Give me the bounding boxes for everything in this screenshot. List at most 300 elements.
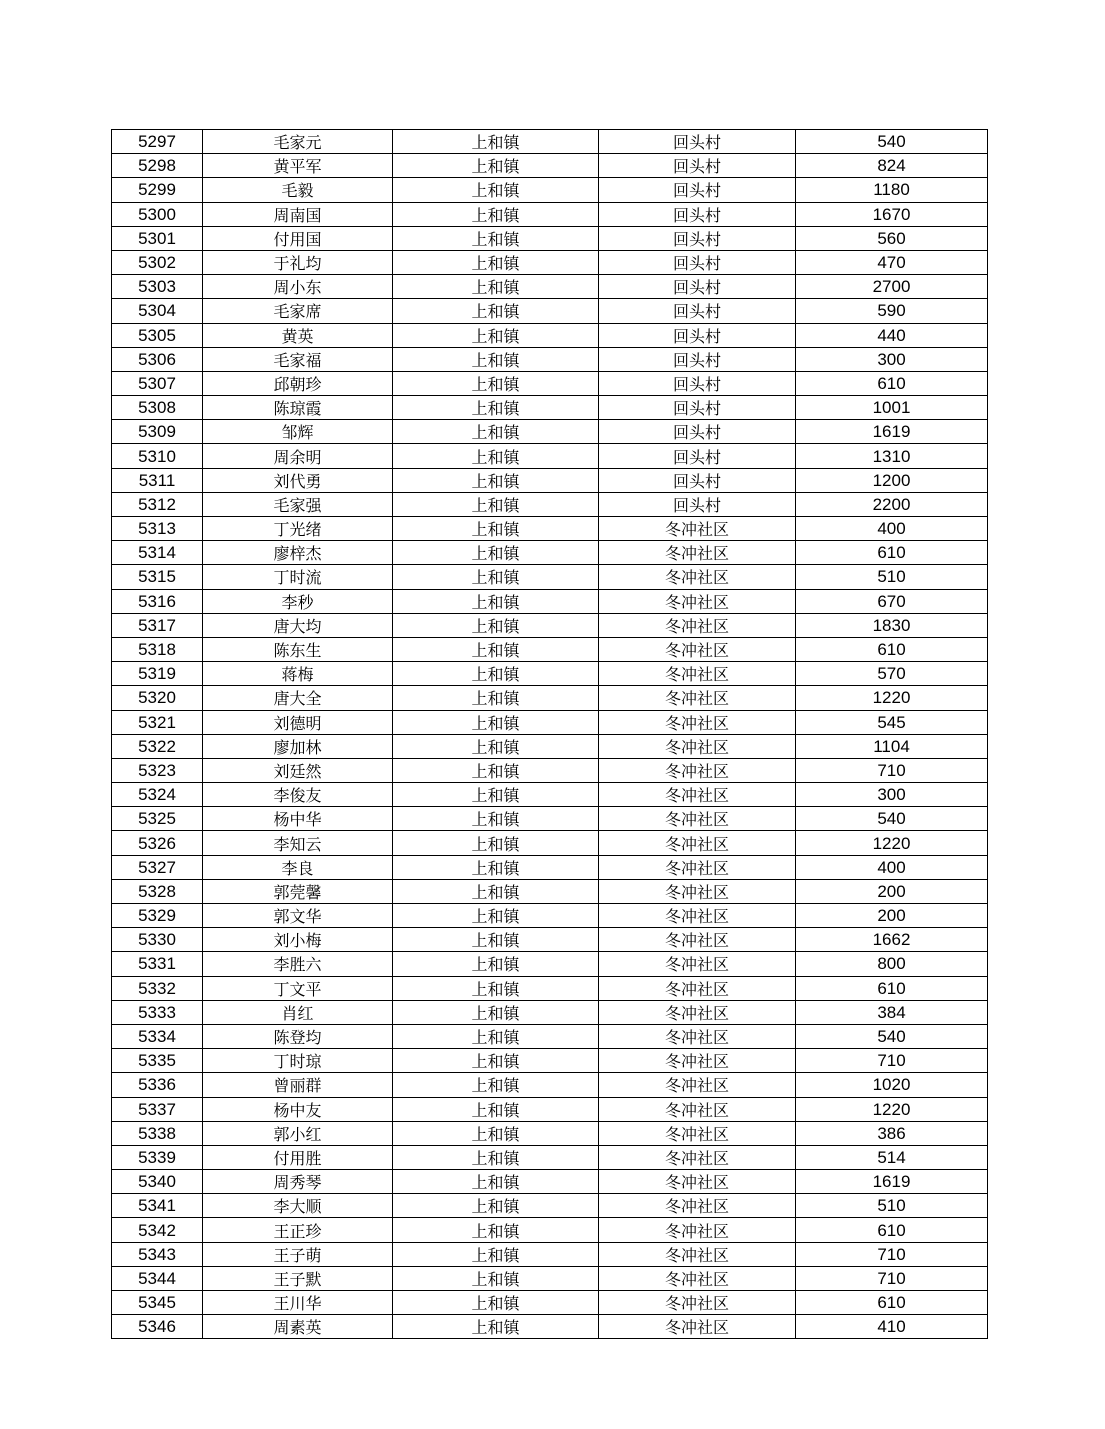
row-number-cell: 5341 — [112, 1194, 203, 1218]
village-cell: 冬冲社区 — [599, 565, 796, 589]
amount-cell: 1310 — [796, 444, 988, 468]
village-cell: 冬冲社区 — [599, 976, 796, 1000]
village-cell: 冬冲社区 — [599, 1242, 796, 1266]
town-cell: 上和镇 — [393, 807, 599, 831]
village-cell: 冬冲社区 — [599, 831, 796, 855]
town-cell: 上和镇 — [393, 1097, 599, 1121]
table-row — [112, 1194, 988, 1218]
village-cell: 回头村 — [599, 371, 796, 395]
name-cell: 周余明 — [203, 444, 393, 468]
amount-cell: 590 — [796, 299, 988, 323]
table-row — [112, 468, 988, 492]
name-cell: 周南国 — [203, 202, 393, 226]
town-cell: 上和镇 — [393, 371, 599, 395]
town-cell: 上和镇 — [393, 1121, 599, 1145]
village-cell: 冬冲社区 — [599, 1097, 796, 1121]
town-cell: 上和镇 — [393, 275, 599, 299]
row-number-cell: 5336 — [112, 1073, 203, 1097]
name-cell: 邱朝珍 — [203, 371, 393, 395]
table-row — [112, 1242, 988, 1266]
row-number-cell: 5309 — [112, 420, 203, 444]
name-cell: 王子萌 — [203, 1242, 393, 1266]
village-cell: 回头村 — [599, 178, 796, 202]
name-cell: 陈琼霞 — [203, 396, 393, 420]
name-cell: 李胜六 — [203, 952, 393, 976]
village-cell: 冬冲社区 — [599, 928, 796, 952]
amount-cell: 710 — [796, 1266, 988, 1290]
amount-cell: 1200 — [796, 468, 988, 492]
table-body — [112, 130, 988, 1339]
amount-cell: 386 — [796, 1121, 988, 1145]
town-cell: 上和镇 — [393, 589, 599, 613]
table-row — [112, 541, 988, 565]
row-number-cell: 5331 — [112, 952, 203, 976]
amount-cell: 610 — [796, 1291, 988, 1315]
amount-cell: 570 — [796, 662, 988, 686]
amount-cell: 540 — [796, 130, 988, 154]
village-cell: 冬冲社区 — [599, 1073, 796, 1097]
town-cell: 上和镇 — [393, 154, 599, 178]
town-cell: 上和镇 — [393, 734, 599, 758]
town-cell: 上和镇 — [393, 1218, 599, 1242]
village-cell: 回头村 — [599, 347, 796, 371]
village-cell: 回头村 — [599, 492, 796, 516]
table-row — [112, 758, 988, 782]
amount-cell: 510 — [796, 565, 988, 589]
town-cell: 上和镇 — [393, 1194, 599, 1218]
name-cell: 刘小梅 — [203, 928, 393, 952]
town-cell: 上和镇 — [393, 178, 599, 202]
table-row — [112, 1145, 988, 1169]
table-row — [112, 710, 988, 734]
village-cell: 回头村 — [599, 154, 796, 178]
amount-cell: 1619 — [796, 1170, 988, 1194]
table-row — [112, 154, 988, 178]
name-cell: 杨中友 — [203, 1097, 393, 1121]
row-number-cell: 5308 — [112, 396, 203, 420]
village-cell: 回头村 — [599, 202, 796, 226]
name-cell: 李知云 — [203, 831, 393, 855]
row-number-cell: 5310 — [112, 444, 203, 468]
town-cell: 上和镇 — [393, 952, 599, 976]
amount-cell: 300 — [796, 347, 988, 371]
name-cell: 李秒 — [203, 589, 393, 613]
amount-cell: 1020 — [796, 1073, 988, 1097]
village-cell: 冬冲社区 — [599, 904, 796, 928]
table-row — [112, 299, 988, 323]
table-row — [112, 1000, 988, 1024]
row-number-cell: 5301 — [112, 226, 203, 250]
village-cell: 冬冲社区 — [599, 710, 796, 734]
village-cell: 冬冲社区 — [599, 1000, 796, 1024]
amount-cell: 1619 — [796, 420, 988, 444]
name-cell: 李俊友 — [203, 783, 393, 807]
table-row — [112, 831, 988, 855]
table-row — [112, 130, 988, 154]
town-cell: 上和镇 — [393, 904, 599, 928]
village-cell: 冬冲社区 — [599, 1170, 796, 1194]
table-row — [112, 1170, 988, 1194]
name-cell: 刘代勇 — [203, 468, 393, 492]
name-cell: 廖梓杰 — [203, 541, 393, 565]
amount-cell: 300 — [796, 783, 988, 807]
table-row — [112, 371, 988, 395]
town-cell: 上和镇 — [393, 226, 599, 250]
town-cell: 上和镇 — [393, 299, 599, 323]
town-cell: 上和镇 — [393, 1073, 599, 1097]
row-number-cell: 5327 — [112, 855, 203, 879]
amount-cell: 510 — [796, 1194, 988, 1218]
amount-cell: 545 — [796, 710, 988, 734]
amount-cell: 540 — [796, 1024, 988, 1048]
table-row — [112, 976, 988, 1000]
name-cell: 周小东 — [203, 275, 393, 299]
village-cell: 冬冲社区 — [599, 637, 796, 661]
town-cell: 上和镇 — [393, 517, 599, 541]
name-cell: 陈东生 — [203, 637, 393, 661]
name-cell: 毛家强 — [203, 492, 393, 516]
row-number-cell: 5321 — [112, 710, 203, 734]
name-cell: 付用胜 — [203, 1145, 393, 1169]
row-number-cell: 5318 — [112, 637, 203, 661]
village-cell: 冬冲社区 — [599, 1291, 796, 1315]
table-row — [112, 1218, 988, 1242]
village-cell: 冬冲社区 — [599, 1194, 796, 1218]
town-cell: 上和镇 — [393, 758, 599, 782]
name-cell: 于礼均 — [203, 250, 393, 274]
name-cell: 陈登均 — [203, 1024, 393, 1048]
row-number-cell: 5311 — [112, 468, 203, 492]
town-cell: 上和镇 — [393, 202, 599, 226]
name-cell: 廖加林 — [203, 734, 393, 758]
name-cell: 李大顺 — [203, 1194, 393, 1218]
row-number-cell: 5319 — [112, 662, 203, 686]
table-row — [112, 420, 988, 444]
row-number-cell: 5316 — [112, 589, 203, 613]
table-row — [112, 250, 988, 274]
town-cell: 上和镇 — [393, 710, 599, 734]
amount-cell: 1104 — [796, 734, 988, 758]
village-cell: 回头村 — [599, 299, 796, 323]
town-cell: 上和镇 — [393, 1170, 599, 1194]
amount-cell: 470 — [796, 250, 988, 274]
row-number-cell: 5333 — [112, 1000, 203, 1024]
village-cell: 冬冲社区 — [599, 879, 796, 903]
table-row — [112, 492, 988, 516]
village-cell: 冬冲社区 — [599, 589, 796, 613]
village-cell: 回头村 — [599, 275, 796, 299]
amount-cell: 1220 — [796, 831, 988, 855]
name-cell: 丁光绪 — [203, 517, 393, 541]
name-cell: 王正珍 — [203, 1218, 393, 1242]
village-cell: 回头村 — [599, 396, 796, 420]
town-cell: 上和镇 — [393, 1266, 599, 1290]
table-row — [112, 1024, 988, 1048]
village-cell: 冬冲社区 — [599, 1049, 796, 1073]
amount-cell: 710 — [796, 1242, 988, 1266]
village-cell: 冬冲社区 — [599, 1024, 796, 1048]
row-number-cell: 5320 — [112, 686, 203, 710]
row-number-cell: 5312 — [112, 492, 203, 516]
row-number-cell: 5313 — [112, 517, 203, 541]
row-number-cell: 5302 — [112, 250, 203, 274]
village-cell: 冬冲社区 — [599, 1121, 796, 1145]
village-cell: 冬冲社区 — [599, 541, 796, 565]
town-cell: 上和镇 — [393, 928, 599, 952]
town-cell: 上和镇 — [393, 347, 599, 371]
name-cell: 黄英 — [203, 323, 393, 347]
name-cell: 周素英 — [203, 1315, 393, 1339]
table-row — [112, 686, 988, 710]
row-number-cell: 5298 — [112, 154, 203, 178]
row-number-cell: 5329 — [112, 904, 203, 928]
name-cell: 郭文华 — [203, 904, 393, 928]
table-row — [112, 178, 988, 202]
name-cell: 李良 — [203, 855, 393, 879]
row-number-cell: 5335 — [112, 1049, 203, 1073]
village-cell: 冬冲社区 — [599, 758, 796, 782]
town-cell: 上和镇 — [393, 976, 599, 1000]
table-row — [112, 928, 988, 952]
town-cell: 上和镇 — [393, 565, 599, 589]
row-number-cell: 5303 — [112, 275, 203, 299]
row-number-cell: 5324 — [112, 783, 203, 807]
town-cell: 上和镇 — [393, 1291, 599, 1315]
name-cell: 郭莞馨 — [203, 879, 393, 903]
name-cell: 毛毅 — [203, 178, 393, 202]
name-cell: 王子默 — [203, 1266, 393, 1290]
table-row — [112, 855, 988, 879]
row-number-cell: 5346 — [112, 1315, 203, 1339]
town-cell: 上和镇 — [393, 250, 599, 274]
name-cell: 毛家福 — [203, 347, 393, 371]
village-cell: 回头村 — [599, 323, 796, 347]
amount-cell: 540 — [796, 807, 988, 831]
town-cell: 上和镇 — [393, 468, 599, 492]
name-cell: 刘廷然 — [203, 758, 393, 782]
town-cell: 上和镇 — [393, 1315, 599, 1339]
village-cell: 冬冲社区 — [599, 1218, 796, 1242]
table-row — [112, 1291, 988, 1315]
row-number-cell: 5345 — [112, 1291, 203, 1315]
name-cell: 付用国 — [203, 226, 393, 250]
town-cell: 上和镇 — [393, 831, 599, 855]
row-number-cell: 5325 — [112, 807, 203, 831]
village-cell: 冬冲社区 — [599, 807, 796, 831]
row-number-cell: 5340 — [112, 1170, 203, 1194]
amount-cell: 610 — [796, 1218, 988, 1242]
row-number-cell: 5307 — [112, 371, 203, 395]
row-number-cell: 5300 — [112, 202, 203, 226]
table-row — [112, 1121, 988, 1145]
row-number-cell: 5304 — [112, 299, 203, 323]
row-number-cell: 5332 — [112, 976, 203, 1000]
row-number-cell: 5315 — [112, 565, 203, 589]
row-number-cell: 5337 — [112, 1097, 203, 1121]
amount-cell: 410 — [796, 1315, 988, 1339]
row-number-cell: 5305 — [112, 323, 203, 347]
village-cell: 冬冲社区 — [599, 662, 796, 686]
amount-cell: 2200 — [796, 492, 988, 516]
town-cell: 上和镇 — [393, 637, 599, 661]
town-cell: 上和镇 — [393, 855, 599, 879]
table-row — [112, 396, 988, 420]
name-cell: 唐大均 — [203, 613, 393, 637]
town-cell: 上和镇 — [393, 613, 599, 637]
row-number-cell: 5323 — [112, 758, 203, 782]
amount-cell: 2700 — [796, 275, 988, 299]
amount-cell: 384 — [796, 1000, 988, 1024]
row-number-cell: 5330 — [112, 928, 203, 952]
amount-cell: 610 — [796, 637, 988, 661]
table-row — [112, 202, 988, 226]
town-cell: 上和镇 — [393, 323, 599, 347]
table-row — [112, 565, 988, 589]
name-cell: 杨中华 — [203, 807, 393, 831]
table-row — [112, 904, 988, 928]
village-cell: 冬冲社区 — [599, 686, 796, 710]
town-cell: 上和镇 — [393, 1145, 599, 1169]
row-number-cell: 5314 — [112, 541, 203, 565]
table-row — [112, 444, 988, 468]
amount-cell: 560 — [796, 226, 988, 250]
table-row — [112, 662, 988, 686]
data-table — [111, 129, 988, 1339]
amount-cell: 710 — [796, 758, 988, 782]
amount-cell: 1180 — [796, 178, 988, 202]
amount-cell: 610 — [796, 371, 988, 395]
name-cell: 邹辉 — [203, 420, 393, 444]
village-cell: 冬冲社区 — [599, 1145, 796, 1169]
name-cell: 丁时琼 — [203, 1049, 393, 1073]
village-cell: 回头村 — [599, 130, 796, 154]
village-cell: 回头村 — [599, 250, 796, 274]
row-number-cell: 5297 — [112, 130, 203, 154]
amount-cell: 400 — [796, 855, 988, 879]
amount-cell: 1670 — [796, 202, 988, 226]
row-number-cell: 5306 — [112, 347, 203, 371]
name-cell: 周秀琴 — [203, 1170, 393, 1194]
village-cell: 回头村 — [599, 468, 796, 492]
amount-cell: 610 — [796, 976, 988, 1000]
town-cell: 上和镇 — [393, 541, 599, 565]
amount-cell: 1830 — [796, 613, 988, 637]
town-cell: 上和镇 — [393, 1000, 599, 1024]
name-cell: 刘德明 — [203, 710, 393, 734]
town-cell: 上和镇 — [393, 130, 599, 154]
name-cell: 王川华 — [203, 1291, 393, 1315]
row-number-cell: 5342 — [112, 1218, 203, 1242]
table-row — [112, 734, 988, 758]
amount-cell: 440 — [796, 323, 988, 347]
village-cell: 回头村 — [599, 420, 796, 444]
town-cell: 上和镇 — [393, 686, 599, 710]
town-cell: 上和镇 — [393, 1024, 599, 1048]
row-number-cell: 5344 — [112, 1266, 203, 1290]
row-number-cell: 5317 — [112, 613, 203, 637]
table-row — [112, 613, 988, 637]
town-cell: 上和镇 — [393, 1049, 599, 1073]
table-row — [112, 1315, 988, 1339]
village-cell: 冬冲社区 — [599, 783, 796, 807]
table-row — [112, 517, 988, 541]
name-cell: 唐大全 — [203, 686, 393, 710]
table-row — [112, 1073, 988, 1097]
amount-cell: 1220 — [796, 1097, 988, 1121]
village-cell: 冬冲社区 — [599, 952, 796, 976]
town-cell: 上和镇 — [393, 492, 599, 516]
name-cell: 肖红 — [203, 1000, 393, 1024]
town-cell: 上和镇 — [393, 396, 599, 420]
town-cell: 上和镇 — [393, 662, 599, 686]
name-cell: 丁文平 — [203, 976, 393, 1000]
town-cell: 上和镇 — [393, 879, 599, 903]
village-cell: 冬冲社区 — [599, 613, 796, 637]
amount-cell: 200 — [796, 904, 988, 928]
amount-cell: 514 — [796, 1145, 988, 1169]
village-cell: 回头村 — [599, 444, 796, 468]
town-cell: 上和镇 — [393, 444, 599, 468]
table-row — [112, 1097, 988, 1121]
row-number-cell: 5322 — [112, 734, 203, 758]
table-row — [112, 637, 988, 661]
table-row — [112, 323, 988, 347]
row-number-cell: 5334 — [112, 1024, 203, 1048]
amount-cell: 1001 — [796, 396, 988, 420]
village-cell: 冬冲社区 — [599, 855, 796, 879]
town-cell: 上和镇 — [393, 420, 599, 444]
row-number-cell: 5338 — [112, 1121, 203, 1145]
table-row — [112, 1266, 988, 1290]
amount-cell: 610 — [796, 541, 988, 565]
table-row — [112, 952, 988, 976]
village-cell: 回头村 — [599, 226, 796, 250]
row-number-cell: 5326 — [112, 831, 203, 855]
table-row — [112, 275, 988, 299]
amount-cell: 824 — [796, 154, 988, 178]
table-row — [112, 589, 988, 613]
name-cell: 曾丽群 — [203, 1073, 393, 1097]
table-row — [112, 1049, 988, 1073]
name-cell: 郭小红 — [203, 1121, 393, 1145]
name-cell: 黄平军 — [203, 154, 393, 178]
village-cell: 冬冲社区 — [599, 1315, 796, 1339]
amount-cell: 1220 — [796, 686, 988, 710]
town-cell: 上和镇 — [393, 1242, 599, 1266]
amount-cell: 400 — [796, 517, 988, 541]
amount-cell: 1662 — [796, 928, 988, 952]
village-cell: 冬冲社区 — [599, 734, 796, 758]
table-row — [112, 879, 988, 903]
row-number-cell: 5299 — [112, 178, 203, 202]
amount-cell: 800 — [796, 952, 988, 976]
village-cell: 冬冲社区 — [599, 517, 796, 541]
amount-cell: 200 — [796, 879, 988, 903]
row-number-cell: 5343 — [112, 1242, 203, 1266]
row-number-cell: 5328 — [112, 879, 203, 903]
village-cell: 冬冲社区 — [599, 1266, 796, 1290]
name-cell: 毛家元 — [203, 130, 393, 154]
name-cell: 毛家席 — [203, 299, 393, 323]
table-row — [112, 347, 988, 371]
town-cell: 上和镇 — [393, 783, 599, 807]
table-row — [112, 226, 988, 250]
name-cell: 丁时流 — [203, 565, 393, 589]
table-row — [112, 807, 988, 831]
row-number-cell: 5339 — [112, 1145, 203, 1169]
table-row — [112, 783, 988, 807]
amount-cell: 670 — [796, 589, 988, 613]
